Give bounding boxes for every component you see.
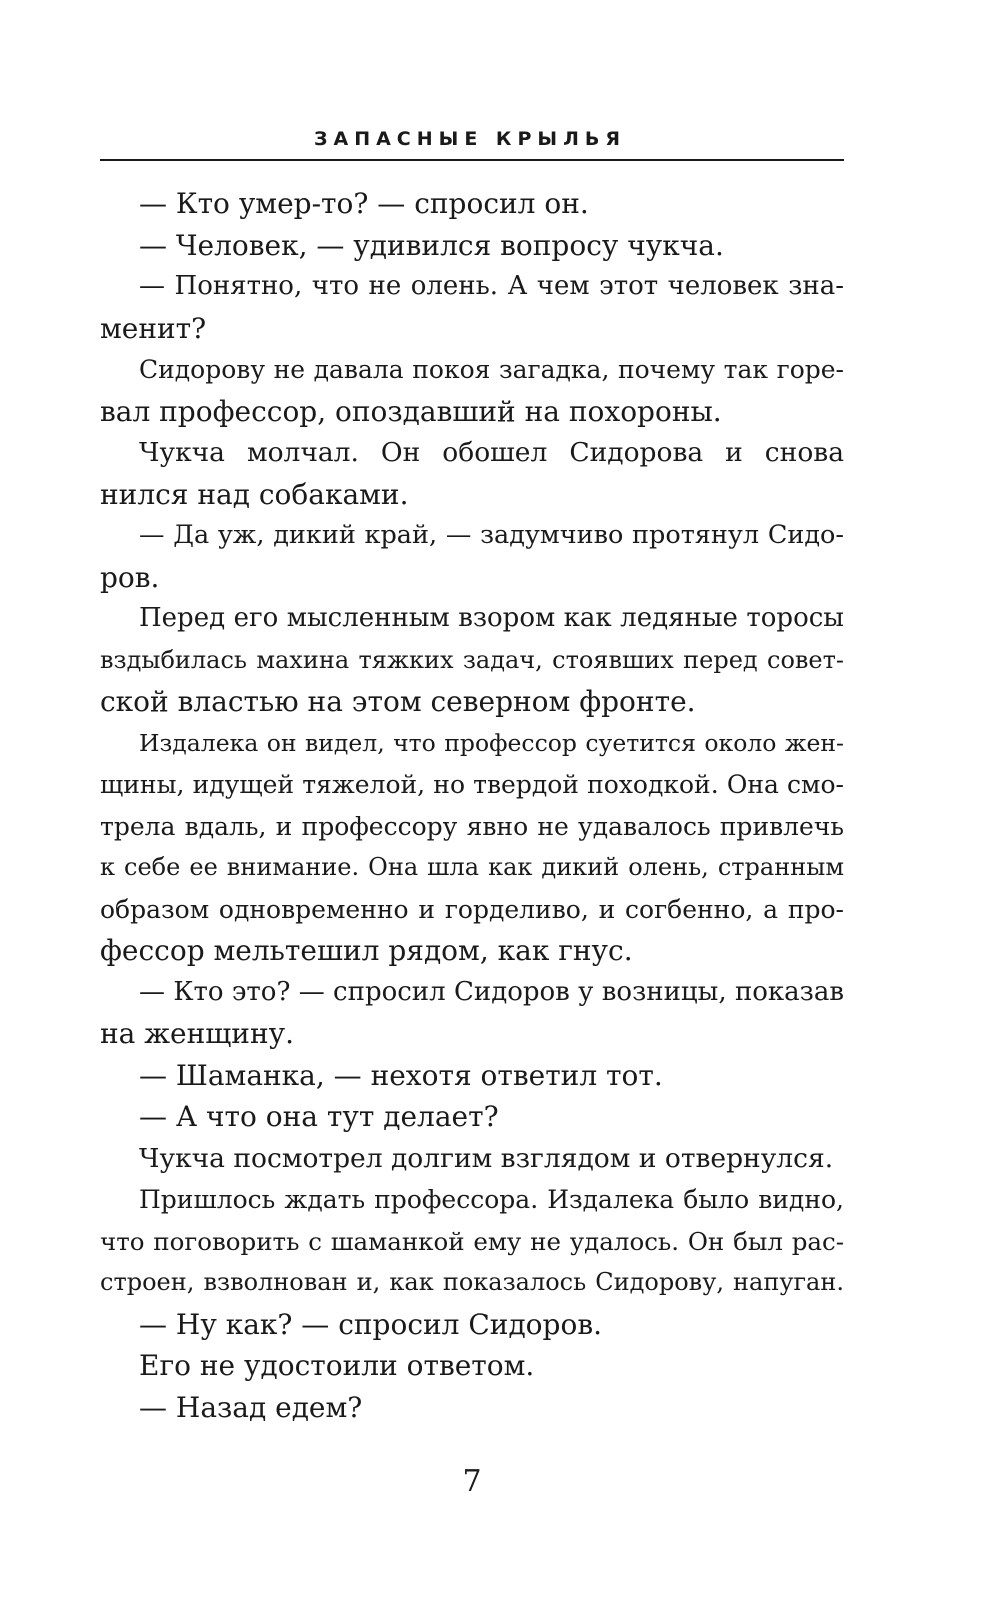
text-line: Его не удостоили ответом.	[139, 1349, 535, 1382]
text-line: — Да уж, дикий край, — задумчиво протянул Сидо-	[139, 520, 844, 550]
text-line: вздыбилась махина тяжких задач, стоявших перед совет-	[100, 645, 844, 674]
text-line: вал профессор, опоздавший на похороны.	[100, 394, 722, 428]
text-line: ской властью на этом северном фронте.	[100, 685, 696, 718]
text-line: менит?	[100, 311, 207, 345]
text-line: что поговорить с шаманкой ему не удалось. Он был рас-	[100, 1226, 844, 1256]
text-line: Издалека он видел, что профессор суетится около жен-	[139, 728, 844, 757]
running-title: ЗАПАСНЫЕ КРЫЛЬЯ	[314, 128, 626, 150]
text-line: щины, идущей тяжелой, но твердой походкой. Она смо-	[100, 770, 844, 799]
text-line: — Назад едем?	[139, 1390, 363, 1424]
text-line: трела вдаль, и профессору явно не удавалось привлечь	[100, 811, 844, 841]
text-line: — Кто умер-то? — спросил он.	[139, 187, 589, 220]
text-line: Перед его мысленным взором как ледяные торосы	[139, 603, 844, 633]
text-line: нился над собаками.	[100, 477, 409, 511]
text-line: ров.	[100, 560, 160, 594]
text-line: — Понятно, что не олень. А чем этот человек зна-	[139, 271, 844, 301]
text-line: — А что она тут делает?	[139, 1100, 499, 1133]
text-line: Пришлось ждать профессора. Издалека было видно,	[139, 1185, 844, 1214]
text-line: — Кто это? — спросил Сидоров у возницы, показав	[139, 976, 844, 1007]
page-number: 7	[462, 1464, 482, 1499]
text-line: Сидорову не давала покоя загадка, почему так горе-	[139, 355, 844, 384]
text-line: образом одновременно и горделиво, и согбенно, а про-	[100, 894, 844, 924]
text-line: фессор мельтешил рядом, как гнус.	[100, 934, 633, 967]
text-line: к себе ее внимание. Она шла как дикий олень, странным	[100, 853, 844, 881]
text-line: — Человек, — удивился вопросу чукча.	[139, 228, 724, 262]
text-line: Чукча посмотрел долгим взглядом и отвернулся.	[139, 1142, 834, 1174]
text-line: — Шаманка, — нехотя ответил тот.	[139, 1058, 663, 1092]
text-line: Чукча молчал. Он обошел Сидорова и снова	[139, 437, 844, 468]
header-rule	[100, 159, 844, 161]
body-text	[100, 183, 844, 1428]
text-line: строен, взволнован и, как показалось Сидорову, напуган.	[100, 1268, 844, 1296]
text-line: — Ну как? — спросил Сидоров.	[139, 1307, 602, 1341]
text-line: на женщину.	[100, 1017, 294, 1050]
